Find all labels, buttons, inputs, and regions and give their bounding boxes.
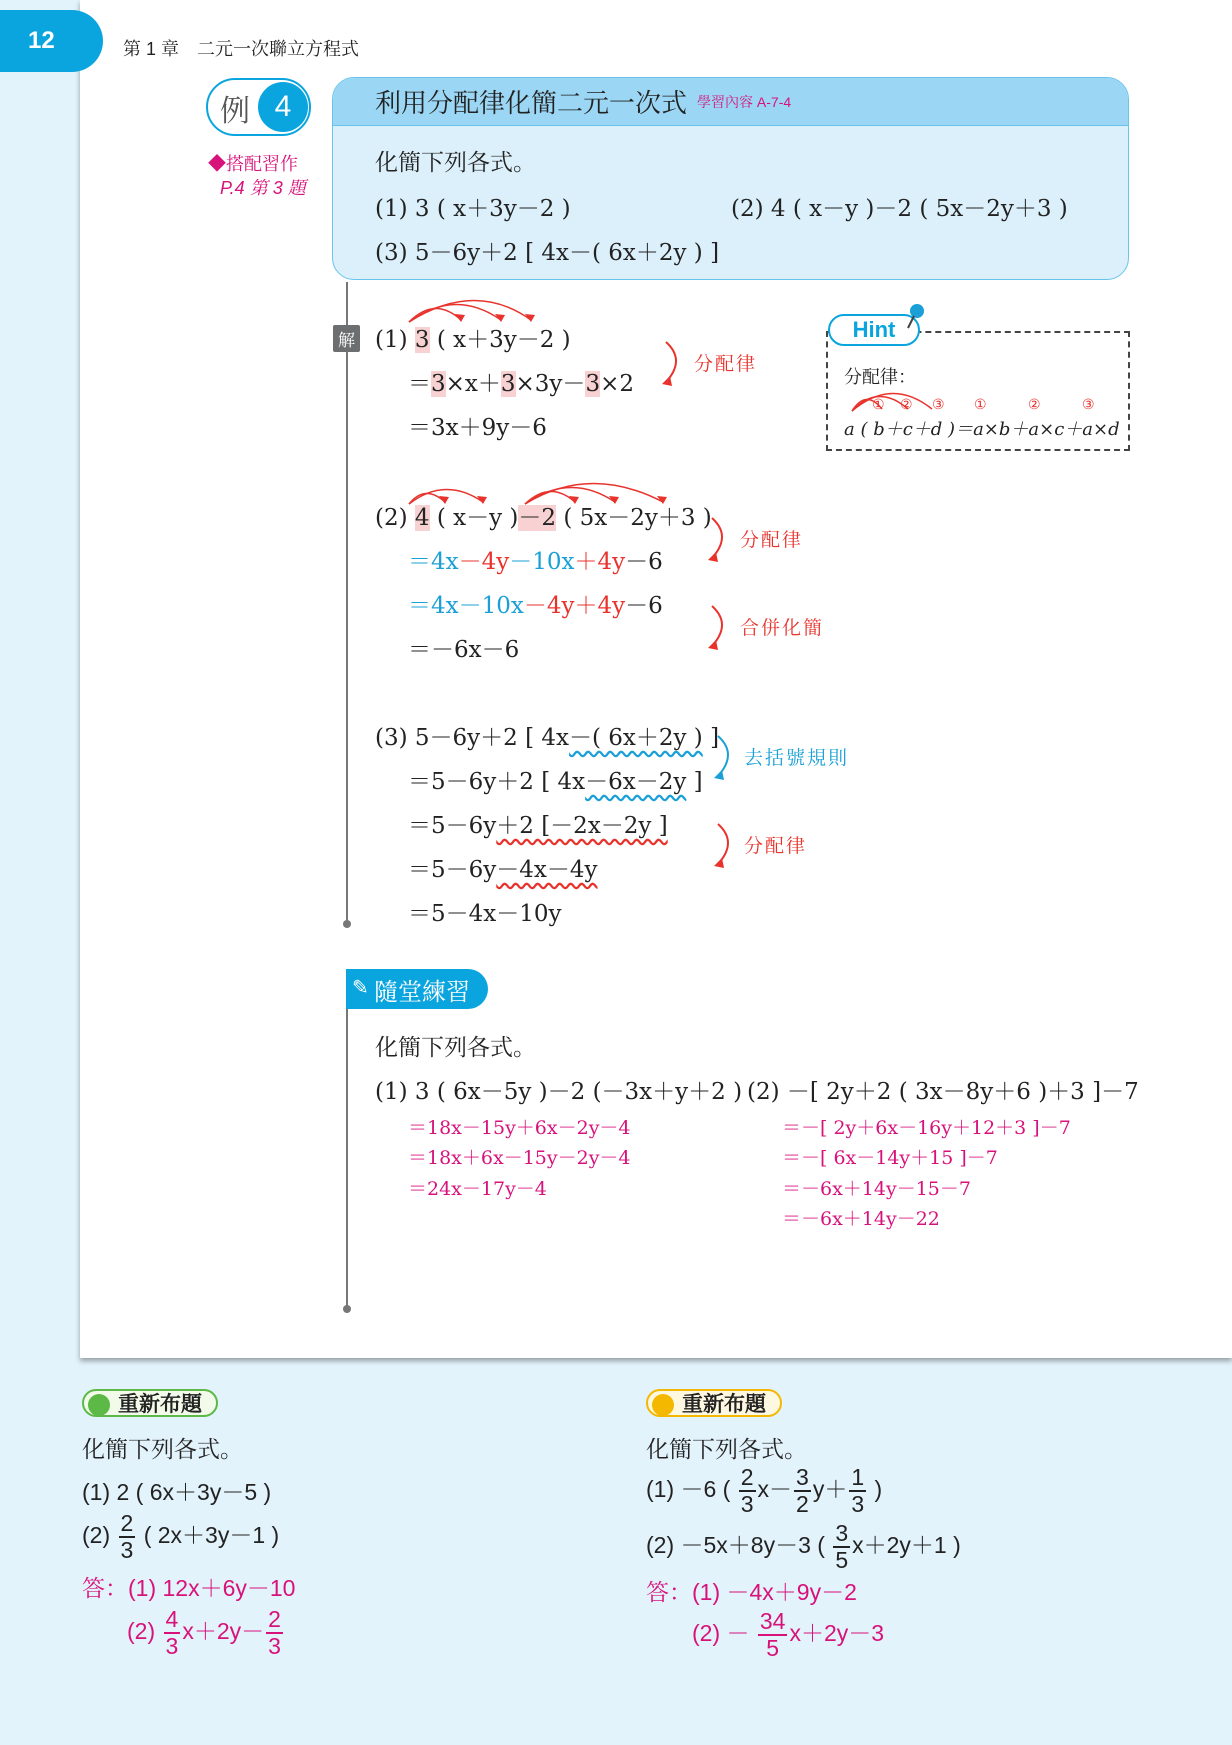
workbook-ref-line1: ◆搭配習作 — [208, 154, 298, 174]
curve-arrow-2 — [706, 514, 732, 564]
chapter-title: 第 1 章 二元一次聯立方程式 — [123, 39, 360, 59]
sol3-line1: (3) 5－6y＋2 [ 4x－( 6x＋2y ) ] — [375, 725, 720, 751]
example-number: 4 — [258, 82, 308, 132]
example-label: 例 — [220, 95, 250, 128]
example-title: 利用分配律化簡二元一次式 — [375, 88, 688, 118]
example-q3: (3) 5－6y＋2 [ 4x－( 6x＋2y ) ] — [375, 240, 720, 266]
hint-formula: a ( b＋c＋d )＝a×b＋a×c＋a×d — [844, 419, 1120, 440]
redo-left-instruction: 化簡下列各式。 — [82, 1436, 243, 1462]
workbook-reference — [208, 152, 306, 200]
hint-box — [826, 331, 1130, 451]
redo-left-answer1: 答：(1) 12x＋6y－10 — [82, 1575, 296, 1601]
hint-tab: Hint — [828, 314, 920, 346]
curve-arrow-4 — [712, 732, 738, 782]
hint-marker-1: ① — [872, 397, 885, 413]
practice-a2-line1: ＝－[ 2y＋6x－16y＋12＋3 ]－7 — [782, 1117, 1071, 1139]
note-combine: 合併化簡 — [740, 617, 825, 639]
example-instruction: 化簡下列各式。 — [375, 149, 536, 175]
solution-badge: 解 — [333, 325, 360, 352]
practice-tab — [346, 969, 488, 1009]
practice-a2-line2: ＝－[ 6x－14y＋15 ]－7 — [782, 1147, 998, 1169]
practice-rule-end — [343, 1305, 351, 1313]
example-badge — [206, 78, 311, 136]
practice-a1-line3: ＝24x－17y－4 — [408, 1178, 547, 1200]
sol2-line3: ＝4x－10x－4y＋4y－6 — [408, 593, 663, 619]
redo-right-label: 重新布題 — [682, 1393, 766, 1416]
redo-right-answer2: (2) － $\frac{34}{5}$ x＋2y－3 — [692, 1608, 885, 1661]
note-distributive-2: 分配律 — [740, 529, 804, 551]
hint-marker-2: ② — [900, 397, 913, 413]
example-q1: (1) 3 ( x＋3y－2 ) — [375, 196, 571, 222]
sol3-line5: ＝5－4x－10y — [408, 901, 562, 927]
curve-arrow-1 — [660, 338, 686, 388]
example-q2: (2) 4 ( x－y )－2 ( 5x－2y＋3 ) — [731, 196, 1068, 222]
page-number: 12 — [0, 10, 103, 72]
practice-a2-line3: ＝－6x＋14y－15－7 — [782, 1178, 971, 1200]
green-dot-icon — [88, 1394, 110, 1416]
hint-title: 分配律： — [844, 367, 916, 387]
practice-q2: (2) －[ 2y＋2 ( 3x－8y＋6 )＋3 ]－7 — [747, 1079, 1139, 1105]
sol2-line4: ＝－6x－6 — [408, 637, 520, 663]
practice-a1-line1: ＝18x－15y＋6x－2y－4 — [408, 1117, 631, 1139]
hint-arrows — [848, 385, 938, 415]
hint-marker-5: ② — [1028, 397, 1041, 413]
example-box — [332, 77, 1129, 280]
sol3-line4: ＝5－6y－4x－4y — [408, 857, 598, 883]
note-bracket-rule: 去括號規則 — [744, 747, 850, 769]
sol1-line3: ＝3x＋9y－6 — [408, 415, 547, 441]
practice-rule — [346, 1008, 348, 1308]
practice-instruction: 化簡下列各式。 — [375, 1034, 536, 1060]
redo-left-answer2: (2) $\frac{4}{3}$ x＋2y－ $\frac{2}{3}$ — [127, 1606, 281, 1659]
sol3-line2: ＝5－6y＋2 [ 4x－6x－2y ] — [408, 769, 703, 795]
yellow-dot-icon — [652, 1394, 674, 1416]
redo-right-q1: (1) －6 ( $\frac{2}{3}$ x－ $\frac{3}{2}$ y＋ $\frac{1}{3}$ ) — [646, 1464, 883, 1517]
redo-tag-right — [646, 1389, 782, 1417]
practice-a2-line4: ＝－6x＋14y－22 — [782, 1208, 940, 1230]
sol3-line3: ＝5－6y＋2 [－2x－2y ] — [408, 813, 668, 839]
hint-marker-4: ① — [974, 397, 987, 413]
redo-left-q2: (2) $\frac{2}{3}$ ( 2x＋3y－1 ) — [82, 1510, 280, 1563]
solution-rule — [346, 282, 348, 924]
redo-tag-left — [82, 1389, 218, 1417]
practice-a1-line2: ＝18x＋6x－15y－2y－4 — [408, 1147, 631, 1169]
note-distributive-1: 分配律 — [694, 353, 758, 375]
curve-arrow-3 — [706, 602, 732, 652]
curve-arrow-5 — [712, 820, 738, 870]
sol1-line2: ＝3×x＋3×3y－3×2 — [408, 371, 634, 397]
pin-icon — [904, 302, 928, 332]
example-header — [333, 78, 1128, 126]
curriculum-ref: 學習內容 A-7-4 — [697, 93, 792, 110]
redo-left-q1: (1) 2 ( 6x＋3y－5 ) — [82, 1479, 272, 1505]
redo-right-q2: (2) －5x＋8y－3 ( $\frac{3}{5}$ x＋2y＋1 ) — [646, 1520, 961, 1573]
sol1-line1: (1) 3 ( x＋3y－2 ) — [375, 327, 571, 353]
practice-tab-label: 隨堂練習 — [374, 978, 470, 1006]
solution-rule-end — [343, 920, 351, 928]
sol2-line2: ＝4x－4y－10x＋4y－6 — [408, 549, 663, 575]
redo-left-label: 重新布題 — [118, 1393, 202, 1416]
hint-marker-3: ③ — [932, 397, 945, 413]
redo-right-instruction: 化簡下列各式。 — [646, 1436, 807, 1462]
redo-right-answer1: 答：(1) －4x＋9y－2 — [646, 1579, 857, 1605]
sol2-line1: (2) 4 ( x－y )－2 ( 5x－2y＋3 ) — [375, 505, 712, 531]
note-distributive-3: 分配律 — [744, 835, 808, 857]
pencil-icon: ✎ — [352, 977, 369, 999]
workbook-ref-line2: P.4 第 3 題 — [220, 178, 306, 198]
practice-q1: (1) 3 ( 6x－5y )－2 (－3x＋y＋2 ) — [375, 1079, 743, 1105]
hint-marker-6: ③ — [1082, 397, 1095, 413]
